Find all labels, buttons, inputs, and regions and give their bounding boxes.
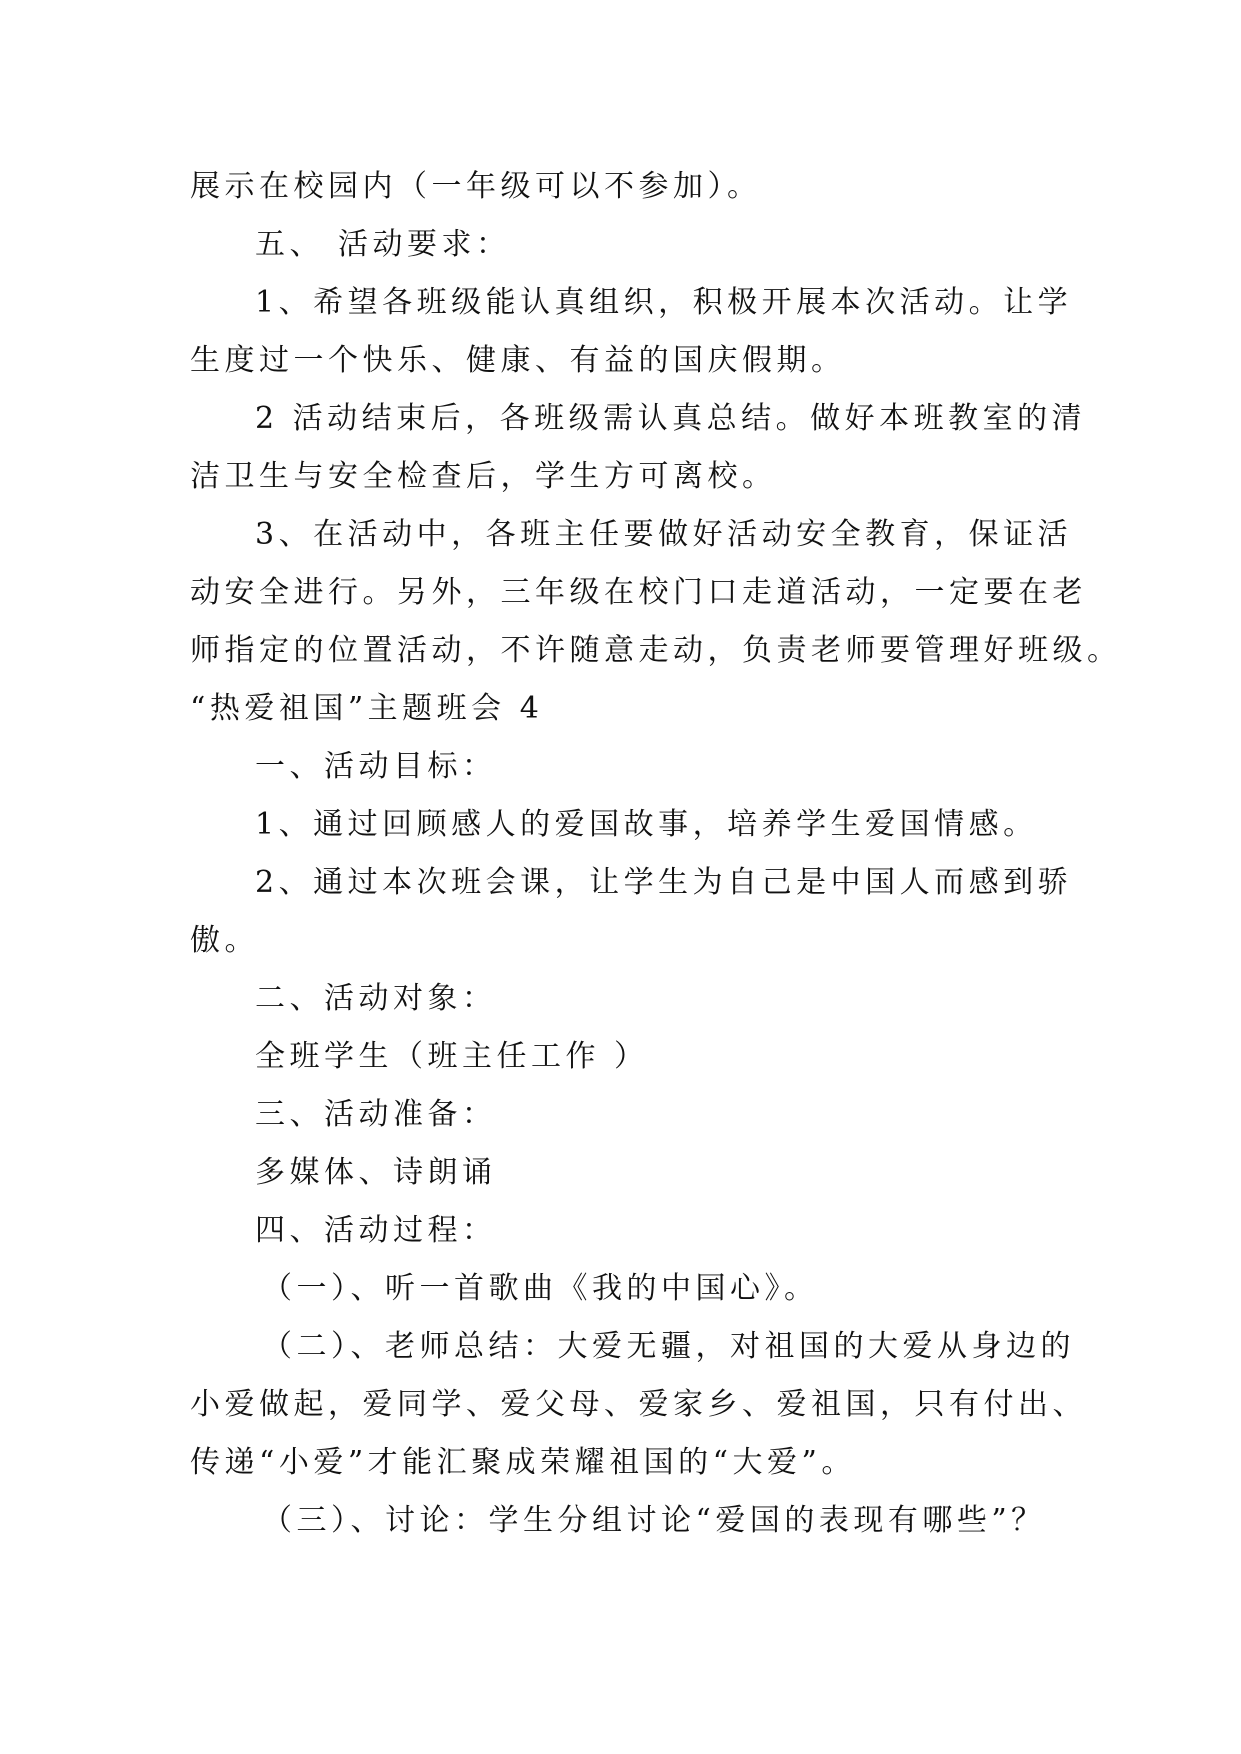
text-line-8: 动安全进行。另外，三年级在校门口走道活动，一定要在老 <box>190 575 1087 610</box>
text-line-4: 生度过一个快乐、健康、有益的国庆假期。 <box>190 343 846 378</box>
section-heading-preparation: 三、活动准备： <box>255 1097 497 1132</box>
text-line-6: 洁卫生与安全检查后，学生方可离校。 <box>190 459 777 494</box>
text-line-24: （三）、讨论：学生分组讨论“爱国的表现有哪些”？ <box>262 1503 1046 1538</box>
section-heading-requirements: 五、 活动要求： <box>255 227 511 262</box>
text-line-3: 1、希望各班级能认真组织，积极开展本次活动。让学 <box>255 285 1073 320</box>
text-line-12: 1、通过回顾感人的爱国故事，培养学生爱国情感。 <box>255 807 1038 842</box>
section-heading-goals: 一、活动目标： <box>255 749 497 784</box>
text-line-7: 3、在活动中，各班主任要做好活动安全教育，保证活 <box>255 517 1073 552</box>
text-line-23: 传递“小爱”才能汇聚成荣耀祖国的“大爱”。 <box>190 1445 856 1480</box>
text-line-22: 小爱做起，爱同学、爱父母、爱家乡、爱祖国，只有付出、 <box>190 1387 1087 1422</box>
text-line-20: （一）、听一首歌曲《我的中国心》。 <box>262 1271 819 1306</box>
section-title: “热爱祖国”主题班会 4 <box>190 691 544 726</box>
text-line-9: 师指定的位置活动，不许随意走动，负责老师要管理好班级。 <box>190 633 1122 668</box>
text-line-13: 2、通过本次班会课，让学生为自己是中国人而感到骄 <box>255 865 1073 900</box>
text-line-18: 多媒体、诗朗诵 <box>255 1155 497 1190</box>
text-line-21: （二）、老师总结：大爱无疆，对祖国的大爱从身边的 <box>262 1329 1075 1364</box>
text-line-1: 展示在校园内（一年级可以不参加）。 <box>190 169 762 204</box>
section-heading-audience: 二、活动对象： <box>255 981 497 1016</box>
text-line-16: 全班学生（班主任工作 ） <box>255 1039 649 1074</box>
text-line-5: 2 活动结束后，各班级需认真总结。做好本班教室的清 <box>255 401 1087 436</box>
text-line-14: 傲。 <box>190 923 259 958</box>
section-heading-process: 四、活动过程： <box>255 1213 497 1248</box>
